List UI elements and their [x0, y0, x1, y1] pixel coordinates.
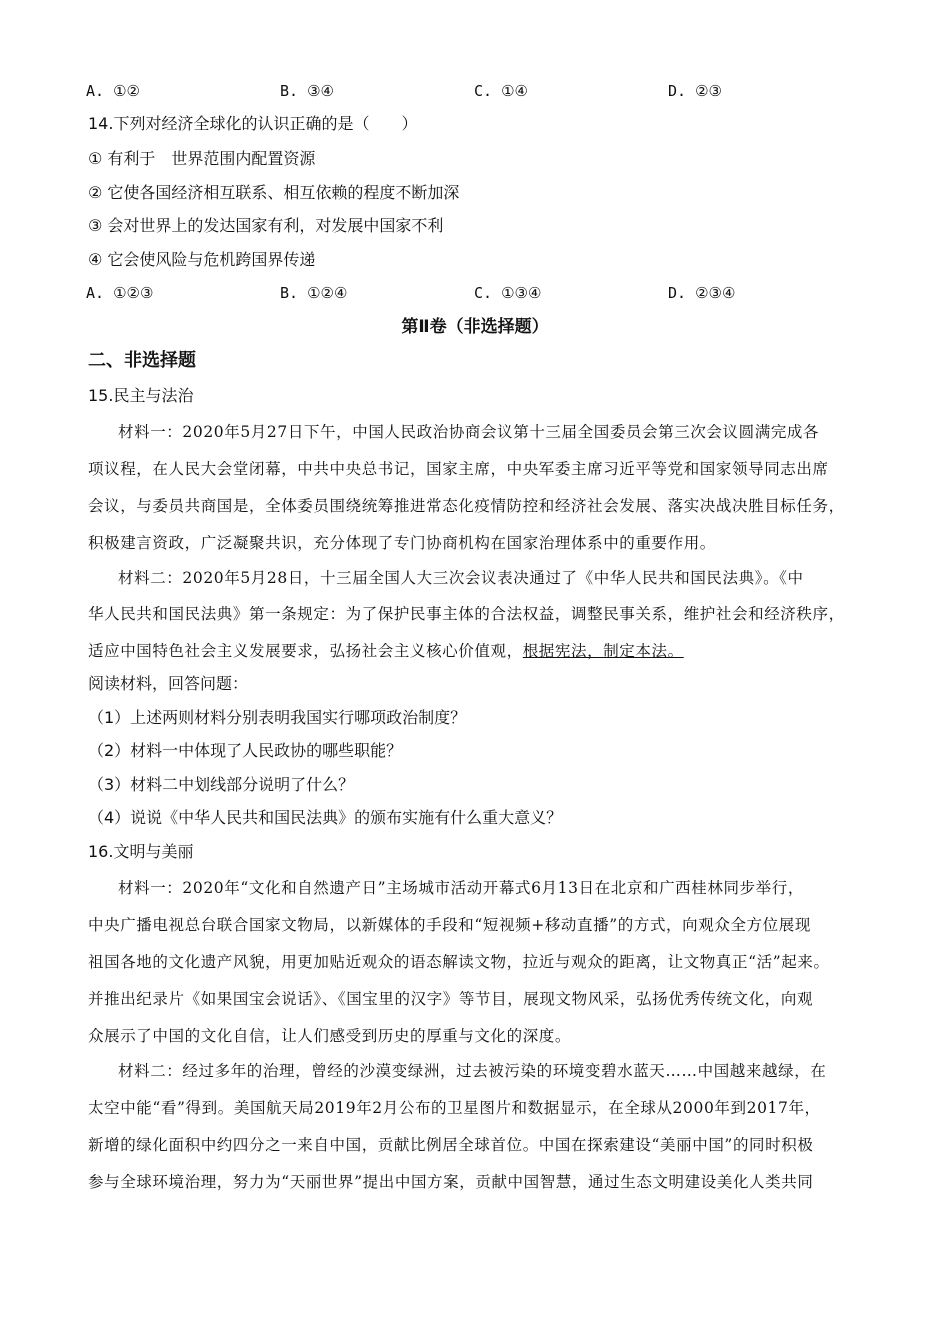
q14-option-d: D. ②③④ — [668, 284, 736, 302]
q15-question-1: （1）上述两则材料分别表明我国实行哪项政治制度？ — [88, 708, 467, 727]
q14-option-b: B. ①②④ — [280, 284, 348, 302]
q13-option-d: D. ②③ — [668, 82, 722, 100]
q15-m2-line-3 — [88, 640, 684, 662]
q14-stem: 14.下列对经济全球化的认识正确的是（ ） — [88, 114, 418, 133]
q15-m1-line-1: 材料一：2020年5月27日下午，中国人民政治协商会议第十三届全国委员会第三次会议圆满完成各 — [118, 423, 820, 441]
part2-title: 第Ⅱ卷（非选择题） — [401, 317, 549, 337]
q15-question-3: （3）材料二中划线部分说明了什么？ — [88, 775, 355, 794]
q15-m1-line-3: 会议，与委员共商国是，全体委员围绕统筹推进常态化疫情防控和经济社会发展、落实决战决胜目标任务， — [88, 497, 845, 515]
q16-m2-line-2: 太空中能“看”得到。美国航天局2019年2月公布的卫星图片和数据显示，在全球从2000年到2017年， — [88, 1099, 821, 1117]
q14-item-1: ① 有利于 世界范围内配置资源 — [88, 149, 316, 168]
q16-m1-line-2: 中央广播电视总台联合国家文物局，以新媒体的手段和“短视频+移动直播”的方式，向观众全方位展现 — [88, 916, 811, 934]
q15-m2-last-text: 适应中国特色社会主义发展要求，弘扬社会主义核心价值观， — [88, 642, 523, 660]
q16-m1-line-4: 并推出纪录片《如果国宝会说话》、《国宝里的汉字》等节目，展现文物风采，弘扬优秀传统文化，向观 — [88, 990, 814, 1008]
q15-question-2: （2）材料一中体现了人民政协的哪些职能？ — [88, 741, 403, 760]
q15-m2-line-1: 材料二：2020年5月28日，十三届全国人大三次会议表决通过了《中华人民共和国民法典》。《中 — [118, 569, 804, 587]
q16-m1-line-5: 众展示了中国的文化自信，让人们感受到历史的厚重与文化的深度。 — [88, 1027, 572, 1045]
q16-m1-line-1: 材料一：2020年“文化和自然遗产日”主场城市活动开幕式6月13日在北京和广西桂林同步举行， — [118, 879, 804, 897]
q16-m2-line-3: 新增的绿化面积中约四分之一来自中国，贡献比例居全球首位。中国在探索建设“美丽中国”的同时积极 — [88, 1136, 814, 1154]
q16-m2-line-4: 参与全球环境治理，努力为“天丽世界”提出中国方案，贡献中国智慧，通过生态文明建设美化人类共同 — [88, 1173, 814, 1191]
q13-option-c: C. ①④ — [474, 82, 528, 100]
q16-m1-line-3: 祖国各地的文化遗产风貌，用更加贴近观众的语态解读文物，拉近与观众的距离，让文物真正“活”起来。 — [88, 953, 830, 971]
q15-m1-line-4: 积极建言资政，广泛凝聚共识，充分体现了专门协商机构在国家治理体系中的重要作用。 — [88, 534, 716, 552]
q14-option-a: A. ①②③ — [86, 284, 154, 302]
q13-option-b: B. ③④ — [280, 82, 334, 100]
section-title: 二、非选择题 — [88, 350, 196, 371]
q16-title: 16.文明与美丽 — [88, 842, 194, 861]
q14-item-4: ④ 它会使风险与危机跨国界传递 — [88, 250, 316, 269]
q14-option-c: C. ①③④ — [474, 284, 542, 302]
q16-m2-line-1: 材料二：经过多年的治理，曾经的沙漠变绿洲，过去被污染的环境变碧水蓝天……中国越来越绿，在 — [118, 1062, 827, 1080]
q14-item-3: ③ 会对世界上的发达国家有利，对发展中国家不利 — [88, 216, 444, 235]
q15-title: 15.民主与法治 — [88, 386, 194, 405]
q15-question-4: （4）说说《中华人民共和国民法典》的颁布实施有什么重大意义？ — [88, 808, 563, 827]
q15-prompt: 阅读材料，回答问题： — [88, 674, 249, 693]
q15-m2-underlined-text: 根据宪法，制定本法。 — [522, 642, 684, 660]
q13-option-a: A. ①② — [86, 82, 140, 100]
q15-m2-line-2: 华人民共和国民法典》第一条规定：为了保护民事主体的合法权益，调整民事关系，维护社会和经济秩序， — [88, 605, 845, 623]
q15-m1-line-2: 项议程，在人民大会堂闭幕，中共中央总书记，国家主席，中央军委主席习近平等党和国家领导同志出席 — [88, 460, 829, 478]
q14-item-2: ② 它使各国经济相互联系、相互依赖的程度不断加深 — [88, 183, 460, 202]
